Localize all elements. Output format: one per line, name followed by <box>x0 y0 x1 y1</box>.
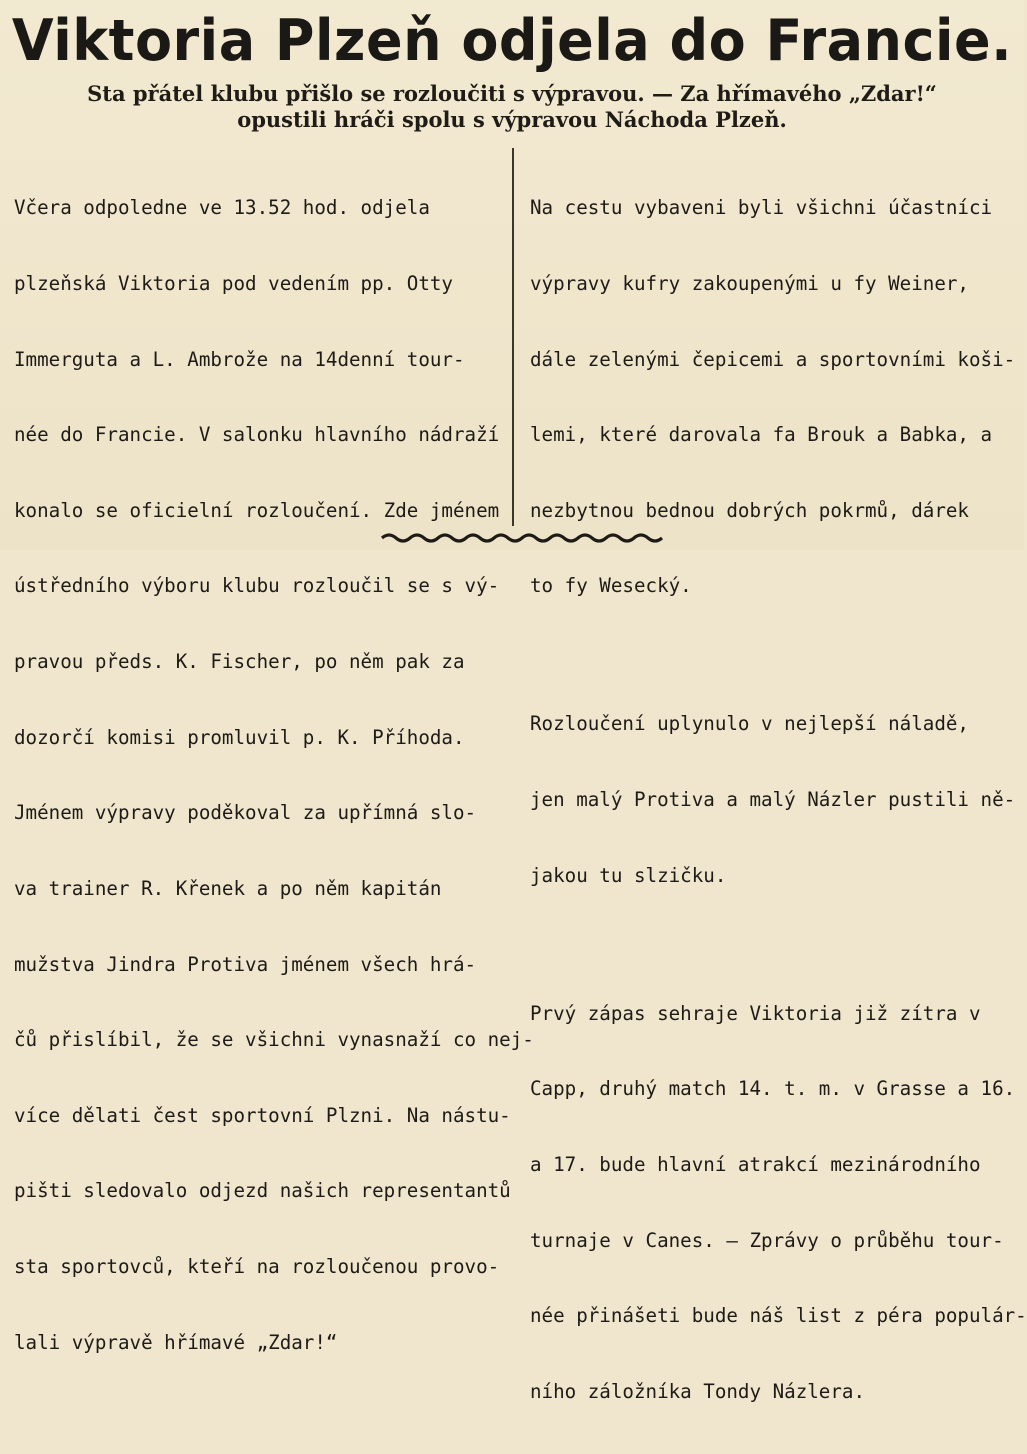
paragraph-gap <box>530 938 1015 950</box>
text-line: dále zelenými čepicemi a sportovními koši- <box>530 347 1016 371</box>
text-line: turnaje v Canes. — Zprávy o průběhu tour- <box>530 1228 1004 1252</box>
text-line: Capp, druhý match 14. t. m. v Grasse a 16. <box>530 1077 1016 1101</box>
text-line: pišti sledovalo odjezd našich representantů <box>14 1179 511 1203</box>
text-line: pravou předs. K. Fischer, po něm pak za <box>14 650 465 674</box>
text-line: dozorčí komisi promluvil p. K. Příhoda. <box>14 725 465 749</box>
text-line: sta sportovců, kteří na rozloučenou provo- <box>14 1254 500 1278</box>
article-subtitle <box>0 81 1024 133</box>
left-column <box>14 145 534 1405</box>
right-column <box>530 145 1027 1454</box>
text-line: lali výpravě hřímavé „Zdar!“ <box>14 1330 338 1354</box>
text-line: va trainer R. Křenek a po něm kapitán <box>14 876 442 900</box>
text-line: née do Francie. V salonku hlavního nádraží <box>14 423 500 447</box>
text-line: ního záložníka Tondy Názlera. <box>530 1379 866 1403</box>
text-line: jen malý Protiva a malý Názler pustili ně- <box>530 788 1016 812</box>
article-headline: Viktoria Plzeň odjela do Francie. <box>11 7 1013 74</box>
text-line: více dělati čest sportovní Plzni. Na nástu- <box>14 1103 511 1127</box>
text-line: mužstva Jindra Protiva jménem všech hrá- <box>14 952 477 976</box>
text-line: lemi, které darovala fa Brouk a Babka, a <box>530 423 993 447</box>
text-line: Na cestu vybaveni byli všichni účastníci <box>530 196 993 220</box>
text-line: Prvý zápas sehraje Viktoria již zítra v <box>530 1001 981 1025</box>
text-line: Jménem výpravy poděkoval za upřímná slo- <box>14 801 477 825</box>
text-line: čů přislíbil, že se všichni vynasnaží co nej- <box>14 1028 534 1052</box>
text-line: výpravy kufry zakoupenými u fy Weiner, <box>530 272 969 296</box>
text-line: Rozloučení uplynulo v nejlepší náladě, <box>530 712 969 736</box>
text-line: Immerguta a L. Ambrože na 14denní tour- <box>14 347 465 371</box>
text-line: née přinášeti bude náš list z péra populár- <box>530 1304 1027 1328</box>
subtitle-line: Sta přátel klubu přišlo se rozloučiti s výpravou. — Za hřímavého „Zdar!“ <box>87 81 937 106</box>
subtitle-line: opustili hráči spolu s výpravou Náchoda Plzeň. <box>237 107 787 132</box>
text-line: a 17. bude hlavní atrakcí mezinárodního <box>530 1152 981 1176</box>
text-line: to fy Wesecký. <box>530 574 692 598</box>
text-line: jakou tu slzičku. <box>530 863 727 887</box>
paragraph-gap <box>530 649 1015 661</box>
text-line: plzeňská Viktoria pod vedením pp. Otty <box>14 272 453 296</box>
wave-ornament-icon <box>382 532 662 544</box>
text-line: konalo se oficielní rozloučení. Zde jménem <box>14 498 500 522</box>
text-line: nezbytnou bednou dobrých pokrmů, dárek <box>530 498 969 522</box>
column-divider <box>512 148 514 526</box>
text-line: ústředního výboru klubu rozloučil se s vý- <box>14 574 500 598</box>
text-line: Včera odpoledne ve 13.52 hod. odjela <box>14 196 430 220</box>
